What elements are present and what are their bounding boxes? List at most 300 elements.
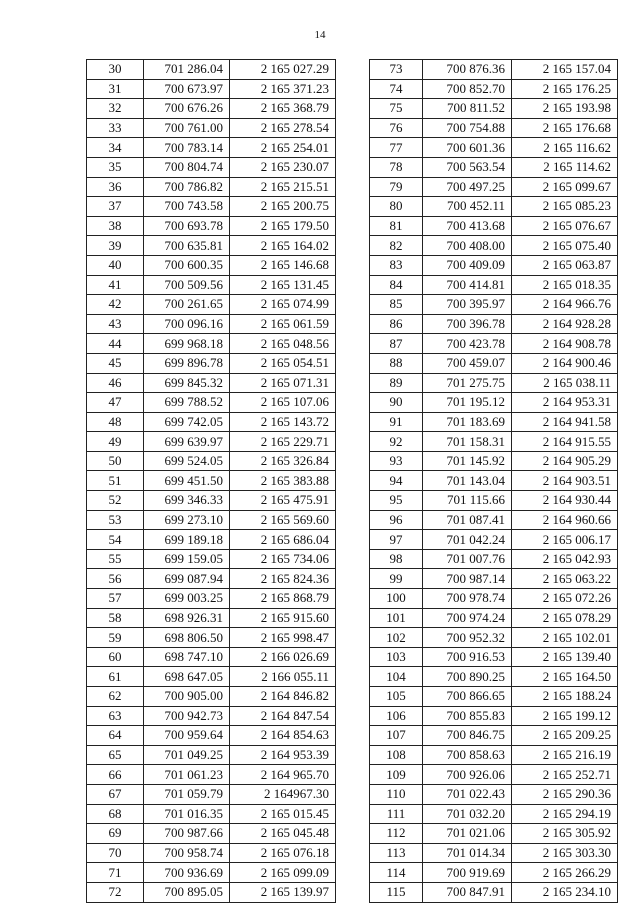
x-coordinate-cell: 700 563.54 — [423, 157, 512, 177]
point-number-cell: 111 — [370, 804, 423, 824]
point-number-cell: 88 — [370, 353, 423, 373]
x-coordinate-cell: 701 115.66 — [423, 491, 512, 511]
y-coordinate-cell: 2 165 868.79 — [230, 589, 336, 609]
x-coordinate-cell: 699 788.52 — [144, 393, 230, 413]
point-number-cell: 75 — [370, 99, 423, 119]
table-row — [370, 687, 618, 707]
table-row — [370, 451, 618, 471]
point-number-cell: 110 — [370, 784, 423, 804]
y-coordinate-cell: 2 165 076.67 — [512, 216, 618, 236]
table-row — [87, 314, 336, 334]
point-number-cell: 97 — [370, 530, 423, 550]
y-coordinate-cell: 2 165 176.25 — [512, 79, 618, 99]
table-row — [370, 177, 618, 197]
point-number-cell: 67 — [87, 784, 144, 804]
point-number-cell: 95 — [370, 491, 423, 511]
y-coordinate-cell: 2 165 099.09 — [230, 863, 336, 883]
x-coordinate-cell: 701 042.24 — [423, 530, 512, 550]
table-row — [370, 138, 618, 158]
x-coordinate-cell: 698 647.05 — [144, 667, 230, 687]
y-coordinate-cell: 2 165 048.56 — [230, 334, 336, 354]
table-row — [87, 530, 336, 550]
x-coordinate-cell: 699 845.32 — [144, 373, 230, 393]
table-row — [370, 530, 618, 550]
x-coordinate-cell: 700 676.26 — [144, 99, 230, 119]
point-number-cell: 94 — [370, 471, 423, 491]
coordinates-table-left — [86, 59, 336, 903]
y-coordinate-cell: 2 165 139.40 — [512, 647, 618, 667]
table-row — [370, 157, 618, 177]
point-number-cell: 79 — [370, 177, 423, 197]
point-number-cell: 101 — [370, 608, 423, 628]
table-row — [87, 451, 336, 471]
point-number-cell: 76 — [370, 118, 423, 138]
x-coordinate-cell: 699 451.50 — [144, 471, 230, 491]
x-coordinate-cell: 700 413.68 — [423, 216, 512, 236]
x-coordinate-cell: 700 926.06 — [423, 765, 512, 785]
y-coordinate-cell: 2 165 072.26 — [512, 589, 618, 609]
x-coordinate-cell: 700 952.32 — [423, 628, 512, 648]
table-row — [370, 608, 618, 628]
table-row — [370, 784, 618, 804]
y-coordinate-cell: 2 165 252.71 — [512, 765, 618, 785]
point-number-cell: 54 — [87, 530, 144, 550]
y-coordinate-cell: 2 165 063.87 — [512, 255, 618, 275]
point-number-cell: 73 — [370, 60, 423, 80]
x-coordinate-cell: 699 346.33 — [144, 491, 230, 511]
x-coordinate-cell: 700 096.16 — [144, 314, 230, 334]
y-coordinate-cell: 2 165 278.54 — [230, 118, 336, 138]
x-coordinate-cell: 700 847.91 — [423, 882, 512, 902]
y-coordinate-cell: 2 165 143.72 — [230, 412, 336, 432]
point-number-cell: 49 — [87, 432, 144, 452]
y-coordinate-cell: 2 165 164.50 — [512, 667, 618, 687]
table-row — [370, 765, 618, 785]
table-row — [370, 334, 618, 354]
point-number-cell: 59 — [87, 628, 144, 648]
x-coordinate-cell: 700 987.14 — [423, 569, 512, 589]
x-coordinate-cell: 701 032.20 — [423, 804, 512, 824]
y-coordinate-cell: 2 165 199.12 — [512, 706, 618, 726]
point-number-cell: 105 — [370, 687, 423, 707]
x-coordinate-cell: 701 286.04 — [144, 60, 230, 80]
table-row — [87, 79, 336, 99]
point-number-cell: 39 — [87, 236, 144, 256]
x-coordinate-cell: 701 158.31 — [423, 432, 512, 452]
point-number-cell: 64 — [87, 726, 144, 746]
point-number-cell: 70 — [87, 843, 144, 863]
x-coordinate-cell: 700 414.81 — [423, 275, 512, 295]
x-coordinate-cell: 699 189.18 — [144, 530, 230, 550]
point-number-cell: 113 — [370, 843, 423, 863]
point-number-cell: 87 — [370, 334, 423, 354]
point-number-cell: 91 — [370, 412, 423, 432]
point-number-cell: 47 — [87, 393, 144, 413]
y-coordinate-cell: 2 165 042.93 — [512, 549, 618, 569]
table-row — [370, 314, 618, 334]
point-number-cell: 74 — [370, 79, 423, 99]
table-body — [370, 60, 618, 903]
table-row — [370, 549, 618, 569]
y-coordinate-cell: 2 164 928.28 — [512, 314, 618, 334]
table-row — [87, 647, 336, 667]
y-coordinate-cell: 2 165 215.51 — [230, 177, 336, 197]
y-coordinate-cell: 2 165 116.62 — [512, 138, 618, 158]
table-row — [370, 628, 618, 648]
x-coordinate-cell: 700 890.25 — [423, 667, 512, 687]
table-row — [87, 589, 336, 609]
point-number-cell: 69 — [87, 824, 144, 844]
point-number-cell: 37 — [87, 197, 144, 217]
point-number-cell: 45 — [87, 353, 144, 373]
point-number-cell: 48 — [87, 412, 144, 432]
x-coordinate-cell: 699 968.18 — [144, 334, 230, 354]
y-coordinate-cell: 2 165 076.18 — [230, 843, 336, 863]
table-row — [87, 765, 336, 785]
table-row — [370, 804, 618, 824]
y-coordinate-cell: 2 165 734.06 — [230, 549, 336, 569]
x-coordinate-cell: 700 852.70 — [423, 79, 512, 99]
table-row — [87, 745, 336, 765]
table-row — [87, 784, 336, 804]
point-number-cell: 52 — [87, 491, 144, 511]
x-coordinate-cell: 699 273.10 — [144, 510, 230, 530]
table-row — [370, 863, 618, 883]
point-number-cell: 72 — [87, 882, 144, 902]
table-row — [370, 491, 618, 511]
y-coordinate-cell: 2 164 915.55 — [512, 432, 618, 452]
y-coordinate-cell: 2 165 326.84 — [230, 451, 336, 471]
y-coordinate-cell: 2 165 475.91 — [230, 491, 336, 511]
table-row — [370, 236, 618, 256]
point-number-cell: 100 — [370, 589, 423, 609]
x-coordinate-cell: 701 275.75 — [423, 373, 512, 393]
x-coordinate-cell: 701 143.04 — [423, 471, 512, 491]
table-row — [370, 197, 618, 217]
x-coordinate-cell: 700 635.81 — [144, 236, 230, 256]
table-row — [87, 687, 336, 707]
y-coordinate-cell: 2 165 102.01 — [512, 628, 618, 648]
table-row — [370, 706, 618, 726]
point-number-cell: 60 — [87, 647, 144, 667]
y-coordinate-cell: 2 165 071.31 — [230, 373, 336, 393]
point-number-cell: 68 — [87, 804, 144, 824]
point-number-cell: 85 — [370, 295, 423, 315]
point-number-cell: 65 — [87, 745, 144, 765]
x-coordinate-cell: 699 003.25 — [144, 589, 230, 609]
x-coordinate-cell: 701 021.06 — [423, 824, 512, 844]
table-row — [370, 745, 618, 765]
table-row — [87, 255, 336, 275]
point-number-cell: 50 — [87, 451, 144, 471]
point-number-cell: 71 — [87, 863, 144, 883]
x-coordinate-cell: 699 639.97 — [144, 432, 230, 452]
table-row — [87, 882, 336, 902]
page-number: 14 — [314, 29, 326, 41]
point-number-cell: 56 — [87, 569, 144, 589]
y-coordinate-cell: 2 164 846.82 — [230, 687, 336, 707]
table-row — [87, 334, 336, 354]
table-row — [370, 843, 618, 863]
point-number-cell: 63 — [87, 706, 144, 726]
x-coordinate-cell: 700 743.58 — [144, 197, 230, 217]
y-coordinate-cell: 2 164967.30 — [230, 784, 336, 804]
x-coordinate-cell: 699 524.05 — [144, 451, 230, 471]
point-number-cell: 103 — [370, 647, 423, 667]
y-coordinate-cell: 2 165 371.23 — [230, 79, 336, 99]
x-coordinate-cell: 700 409.09 — [423, 255, 512, 275]
table-row — [87, 295, 336, 315]
x-coordinate-cell: 699 742.05 — [144, 412, 230, 432]
x-coordinate-cell: 701 022.43 — [423, 784, 512, 804]
y-coordinate-cell: 2 164 960.66 — [512, 510, 618, 530]
table-row — [87, 667, 336, 687]
x-coordinate-cell: 701 007.76 — [423, 549, 512, 569]
y-coordinate-cell: 2 165 824.36 — [230, 569, 336, 589]
x-coordinate-cell: 700 959.64 — [144, 726, 230, 746]
y-coordinate-cell: 2 165 290.36 — [512, 784, 618, 804]
point-number-cell: 40 — [87, 255, 144, 275]
y-coordinate-cell: 2 165 107.06 — [230, 393, 336, 413]
point-number-cell: 86 — [370, 314, 423, 334]
y-coordinate-cell: 2 164 847.54 — [230, 706, 336, 726]
y-coordinate-cell: 2 165 114.62 — [512, 157, 618, 177]
y-coordinate-cell: 2 165 131.45 — [230, 275, 336, 295]
x-coordinate-cell: 700 396.78 — [423, 314, 512, 334]
table-row — [370, 471, 618, 491]
table-row — [87, 197, 336, 217]
y-coordinate-cell: 2 164 900.46 — [512, 353, 618, 373]
point-number-cell: 90 — [370, 393, 423, 413]
table-row — [370, 569, 618, 589]
table-row — [87, 706, 336, 726]
y-coordinate-cell: 2 165 015.45 — [230, 804, 336, 824]
y-coordinate-cell: 2 165 146.68 — [230, 255, 336, 275]
y-coordinate-cell: 2 166 026.69 — [230, 647, 336, 667]
x-coordinate-cell: 700 916.53 — [423, 647, 512, 667]
table-row — [370, 432, 618, 452]
y-coordinate-cell: 2 165 200.75 — [230, 197, 336, 217]
y-coordinate-cell: 2 165 075.40 — [512, 236, 618, 256]
point-number-cell: 80 — [370, 197, 423, 217]
y-coordinate-cell: 2 165 303.30 — [512, 843, 618, 863]
x-coordinate-cell: 698 806.50 — [144, 628, 230, 648]
y-coordinate-cell: 2 165 209.25 — [512, 726, 618, 746]
x-coordinate-cell: 700 846.75 — [423, 726, 512, 746]
point-number-cell: 58 — [87, 608, 144, 628]
y-coordinate-cell: 2 165 569.60 — [230, 510, 336, 530]
x-coordinate-cell: 700 600.35 — [144, 255, 230, 275]
x-coordinate-cell: 699 896.78 — [144, 353, 230, 373]
y-coordinate-cell: 2 165 078.29 — [512, 608, 618, 628]
table-row — [87, 393, 336, 413]
x-coordinate-cell: 701 061.23 — [144, 765, 230, 785]
y-coordinate-cell: 2 165 018.35 — [512, 275, 618, 295]
point-number-cell: 82 — [370, 236, 423, 256]
y-coordinate-cell: 2 165 045.48 — [230, 824, 336, 844]
y-coordinate-cell: 2 164 854.63 — [230, 726, 336, 746]
x-coordinate-cell: 700 855.83 — [423, 706, 512, 726]
x-coordinate-cell: 700 811.52 — [423, 99, 512, 119]
x-coordinate-cell: 701 145.92 — [423, 451, 512, 471]
table-row — [87, 157, 336, 177]
point-number-cell: 57 — [87, 589, 144, 609]
y-coordinate-cell: 2 166 055.11 — [230, 667, 336, 687]
point-number-cell: 30 — [87, 60, 144, 80]
y-coordinate-cell: 2 165 193.98 — [512, 99, 618, 119]
y-coordinate-cell: 2 164 908.78 — [512, 334, 618, 354]
y-coordinate-cell: 2 165 234.10 — [512, 882, 618, 902]
table-row — [87, 863, 336, 883]
point-number-cell: 43 — [87, 314, 144, 334]
y-coordinate-cell: 2 165 294.19 — [512, 804, 618, 824]
x-coordinate-cell: 700 452.11 — [423, 197, 512, 217]
point-number-cell: 42 — [87, 295, 144, 315]
table-row — [87, 118, 336, 138]
table-row — [87, 177, 336, 197]
y-coordinate-cell: 2 164 930.44 — [512, 491, 618, 511]
x-coordinate-cell: 700 459.07 — [423, 353, 512, 373]
point-number-cell: 55 — [87, 549, 144, 569]
point-number-cell: 31 — [87, 79, 144, 99]
y-coordinate-cell: 2 165 061.59 — [230, 314, 336, 334]
table-row — [370, 667, 618, 687]
x-coordinate-cell: 701 183.69 — [423, 412, 512, 432]
y-coordinate-cell: 2 165 188.24 — [512, 687, 618, 707]
table-row — [87, 804, 336, 824]
y-coordinate-cell: 2 164 966.76 — [512, 295, 618, 315]
table-row — [370, 255, 618, 275]
y-coordinate-cell: 2 165 216.19 — [512, 745, 618, 765]
x-coordinate-cell: 700 509.56 — [144, 275, 230, 295]
x-coordinate-cell: 700 395.97 — [423, 295, 512, 315]
table-row — [87, 726, 336, 746]
point-number-cell: 93 — [370, 451, 423, 471]
point-number-cell: 83 — [370, 255, 423, 275]
point-number-cell: 53 — [87, 510, 144, 530]
point-number-cell: 114 — [370, 863, 423, 883]
x-coordinate-cell: 700 895.05 — [144, 882, 230, 902]
point-number-cell: 107 — [370, 726, 423, 746]
point-number-cell: 32 — [87, 99, 144, 119]
table-row — [370, 373, 618, 393]
x-coordinate-cell: 700 408.00 — [423, 236, 512, 256]
table-row — [370, 726, 618, 746]
point-number-cell: 35 — [87, 157, 144, 177]
point-number-cell: 84 — [370, 275, 423, 295]
x-coordinate-cell: 700 673.97 — [144, 79, 230, 99]
x-coordinate-cell: 700 942.73 — [144, 706, 230, 726]
table-row — [87, 843, 336, 863]
x-coordinate-cell: 698 926.31 — [144, 608, 230, 628]
x-coordinate-cell: 700 497.25 — [423, 177, 512, 197]
x-coordinate-cell: 700 786.82 — [144, 177, 230, 197]
table-row — [87, 60, 336, 80]
point-number-cell: 77 — [370, 138, 423, 158]
x-coordinate-cell: 700 919.69 — [423, 863, 512, 883]
x-coordinate-cell: 701 059.79 — [144, 784, 230, 804]
point-number-cell: 98 — [370, 549, 423, 569]
y-coordinate-cell: 2 165 383.88 — [230, 471, 336, 491]
x-coordinate-cell: 700 423.78 — [423, 334, 512, 354]
x-coordinate-cell: 701 195.12 — [423, 393, 512, 413]
point-number-cell: 41 — [87, 275, 144, 295]
x-coordinate-cell: 700 905.00 — [144, 687, 230, 707]
y-coordinate-cell: 2 165 998.47 — [230, 628, 336, 648]
table-row — [370, 295, 618, 315]
point-number-cell: 51 — [87, 471, 144, 491]
table-row — [87, 510, 336, 530]
x-coordinate-cell: 701 016.35 — [144, 804, 230, 824]
table-row — [370, 510, 618, 530]
y-coordinate-cell: 2 164 953.39 — [230, 745, 336, 765]
y-coordinate-cell: 2 165 176.68 — [512, 118, 618, 138]
x-coordinate-cell: 700 804.74 — [144, 157, 230, 177]
table-row — [87, 99, 336, 119]
x-coordinate-cell: 700 958.74 — [144, 843, 230, 863]
table-row — [370, 275, 618, 295]
table-row — [87, 608, 336, 628]
point-number-cell: 112 — [370, 824, 423, 844]
y-coordinate-cell: 2 165 054.51 — [230, 353, 336, 373]
point-number-cell: 38 — [87, 216, 144, 236]
table-row — [87, 432, 336, 452]
table-row — [87, 412, 336, 432]
point-number-cell: 89 — [370, 373, 423, 393]
point-number-cell: 33 — [87, 118, 144, 138]
x-coordinate-cell: 700 601.36 — [423, 138, 512, 158]
x-coordinate-cell: 700 987.66 — [144, 824, 230, 844]
point-number-cell: 44 — [87, 334, 144, 354]
table-row — [370, 99, 618, 119]
table-row — [370, 882, 618, 902]
point-number-cell: 92 — [370, 432, 423, 452]
point-number-cell: 46 — [87, 373, 144, 393]
point-number-cell: 34 — [87, 138, 144, 158]
y-coordinate-cell: 2 165 230.07 — [230, 157, 336, 177]
y-coordinate-cell: 2 164 905.29 — [512, 451, 618, 471]
x-coordinate-cell: 698 747.10 — [144, 647, 230, 667]
x-coordinate-cell: 701 087.41 — [423, 510, 512, 530]
y-coordinate-cell: 2 165 254.01 — [230, 138, 336, 158]
point-number-cell: 36 — [87, 177, 144, 197]
y-coordinate-cell: 2 165 099.67 — [512, 177, 618, 197]
point-number-cell: 66 — [87, 765, 144, 785]
point-number-cell: 108 — [370, 745, 423, 765]
y-coordinate-cell: 2 165 266.29 — [512, 863, 618, 883]
y-coordinate-cell: 2 165 085.23 — [512, 197, 618, 217]
table-row — [87, 216, 336, 236]
point-number-cell: 99 — [370, 569, 423, 589]
point-number-cell: 62 — [87, 687, 144, 707]
table-row — [87, 353, 336, 373]
y-coordinate-cell: 2 165 229.71 — [230, 432, 336, 452]
table-row — [87, 824, 336, 844]
y-coordinate-cell: 2 164 941.58 — [512, 412, 618, 432]
coordinates-table-right — [369, 59, 618, 903]
y-coordinate-cell: 2 165 006.17 — [512, 530, 618, 550]
x-coordinate-cell: 700 754.88 — [423, 118, 512, 138]
y-coordinate-cell: 2 165 305.92 — [512, 824, 618, 844]
table-row — [370, 589, 618, 609]
point-number-cell: 81 — [370, 216, 423, 236]
x-coordinate-cell: 700 974.24 — [423, 608, 512, 628]
table-row — [87, 236, 336, 256]
x-coordinate-cell: 700 876.36 — [423, 60, 512, 80]
table-row — [87, 628, 336, 648]
point-number-cell: 96 — [370, 510, 423, 530]
table-row — [87, 138, 336, 158]
